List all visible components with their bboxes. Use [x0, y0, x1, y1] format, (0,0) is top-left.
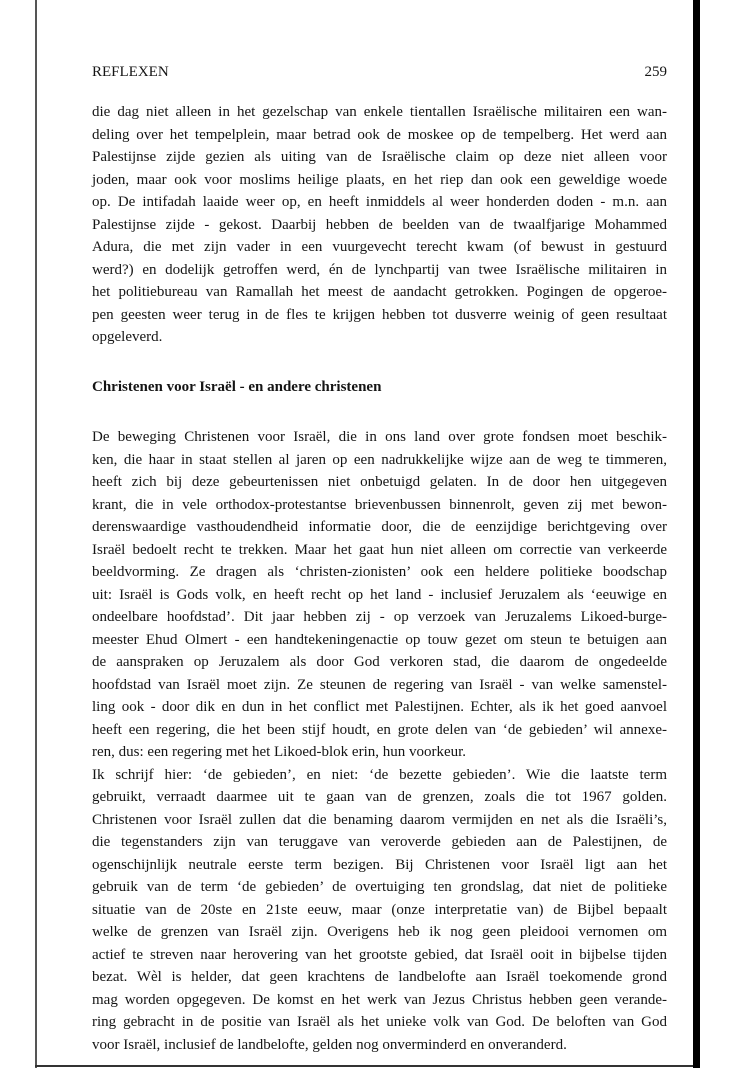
- text-line: derenswaardige vasthoudendheid informatie door, die de eenzijdige berichtgeving over: [92, 519, 667, 535]
- text-line: Adura, die met zijn vader in een vuurgevecht terecht kwam (of bewust in gestuurd: [92, 239, 667, 255]
- text-line: gebruik van de term ‘de gebieden’ de overtuiging ten grondslag, dat niet de politieke: [92, 879, 667, 895]
- text-line: bezat. Wèl is helder, dat geen krachtens de landbelofte aan Israël toekomende grond: [92, 969, 667, 985]
- text-line: op. De intifadah laaide weer op, en heeft inmiddels al weer honderden doden - m.n. aan: [92, 194, 667, 210]
- page-number: 259: [644, 64, 667, 80]
- text-line: heeft zich bij deze gebeurtenissen niet onbetuigd gelaten. In de door hen uitgegeven: [92, 474, 667, 490]
- text-line: ogenschijnlijk neutrale eerste term bezigen. Bij Christenen voor Israël ligt aan het: [92, 856, 667, 873]
- text-line: voor Israël, inclusief de landbelofte, gelden nog onverminderd en onveranderd.: [92, 1036, 567, 1053]
- running-title: REFLEXEN: [92, 64, 169, 80]
- text-line: hoofdstad van Israël moet zijn. Ze steunen de regering van Israël - van welke samenstel-: [92, 676, 667, 693]
- text-line: mag worden opgegeven. De komst en het werk van Jezus Christus hebben geen verande-: [92, 991, 667, 1008]
- text-line: ren, dus: een regering met het Likoed-blok erin, hun voorkeur.: [92, 744, 467, 760]
- paragraph-1: [92, 101, 667, 349]
- text-line: pen geesten weer terug in de fles te krijgen hebben tot dusverre weinig of geen resultaat: [92, 306, 667, 323]
- running-header: [92, 64, 667, 81]
- text-line: gebruikt, verraadt daarmee uit te gaan van de grenzen, zoals die tot 1967 golden.: [92, 789, 667, 805]
- text-line: deling over het tempelplein, maar betrad ook de moskee op de tempelberg. Het werd aan: [92, 126, 667, 143]
- text-line: krant, die in vele orthodox-protestantse brievenbussen binnenrolt, geven zij met bewon-: [92, 496, 667, 513]
- text-line: De beweging Christenen voor Israël, die in ons land over grote fondsen moet beschik-: [92, 429, 667, 445]
- text-line: joden, maar ook voor moslims heilige plaats, en het riep dan ook een geweldige woede: [92, 171, 667, 188]
- page-bottom-edge: [35, 1065, 700, 1067]
- text-line: die tegenstanders zijn van teruggave van veroverde gebieden aan de Palestijnen, de: [92, 834, 667, 850]
- text-line: situatie van de 20ste en 21ste eeuw, maar (onze interpretatie van) de Bijbel bepaalt: [92, 901, 667, 918]
- text-line: Christenen voor Israël zullen dat die benaming daarom vermijden en net als die Israëli’s,: [92, 811, 667, 828]
- page-left-edge: [35, 0, 37, 1068]
- text-line: opgeleverd.: [92, 329, 163, 345]
- text-line: ken, die haar in staat stellen al jaren op een nadrukkelijke wijze aan de weg te timmeren,: [92, 451, 667, 468]
- page-right-edge: [693, 0, 700, 1068]
- text-line: ling ook - door dik en dun in het conflict met Palestijnen. Echter, als ik het goed aanvoel: [92, 699, 667, 715]
- text-line: Palestijnse zijde gezien als uiting van de Israëlische claim op deze niet alleen voor: [92, 149, 667, 165]
- text-line: ring gebracht in de positie van Israël als het unieke volk van God. De beloften van God: [92, 1014, 667, 1030]
- text-line: werd?) en dodelijk getroffen werd, én de lynchpartij van twee Israëlische militairen in: [92, 261, 667, 278]
- text-line: meester Ehud Olmert - een handtekeningenactie op touw gezet om steun te betuigen aan: [92, 631, 667, 648]
- text-line: Ik schrijf hier: ‘de gebieden’, en niet: ‘de bezette gebieden’. Wie die laatste term: [92, 766, 667, 783]
- text-line: het politiebureau van Ramallah het meest de aandacht getrokken. Pogingen de opgeroe-: [92, 284, 667, 300]
- text-line: heeft een regering, die het been stijf houdt, en grote delen van ‘de gebieden’ wil annexe-: [92, 721, 667, 738]
- text-line: actief te streven naar herovering van het grootste gebied, dat Israël ooit in bijbelse tijden: [92, 946, 667, 963]
- text-line: welke de grenzen van Israël zijn. Overigens heb ik nog geen pleidooi vernomen om: [92, 924, 667, 940]
- paragraph-3: [92, 764, 667, 1057]
- text-line: uit: Israël is Gods volk, en heeft recht op het land - inclusief Jeruzalem als ‘eeuwige en: [92, 586, 667, 603]
- text-line: Palestijnse zijde - gekost. Daarbij hebben de beelden van de twaalfjarige Mohammed: [92, 216, 667, 233]
- text-line: Israël bedoelt recht te trekken. Maar het gaat hun niet alleen om correctie van verkeerde: [92, 541, 667, 558]
- text-line: beeldvorming. Ze dragen als ‘christen-zionisten’ ook een heldere politieke boodschap: [92, 564, 667, 580]
- section-heading: Christenen voor Israël - en andere christenen: [92, 379, 382, 395]
- text-line: de aanspraken op Jeruzalem als door God verkoren stad, die daarom de ongedeelde: [92, 654, 667, 670]
- text-line: ondeelbare hoofdstad’. Dit jaar hebben zij - op verzoek van Jeruzalems Likoed-burge-: [92, 609, 667, 625]
- paragraph-2: [92, 426, 667, 764]
- text-line: die dag niet alleen in het gezelschap van enkele tientallen Israëlische militairen een wan-: [92, 104, 667, 120]
